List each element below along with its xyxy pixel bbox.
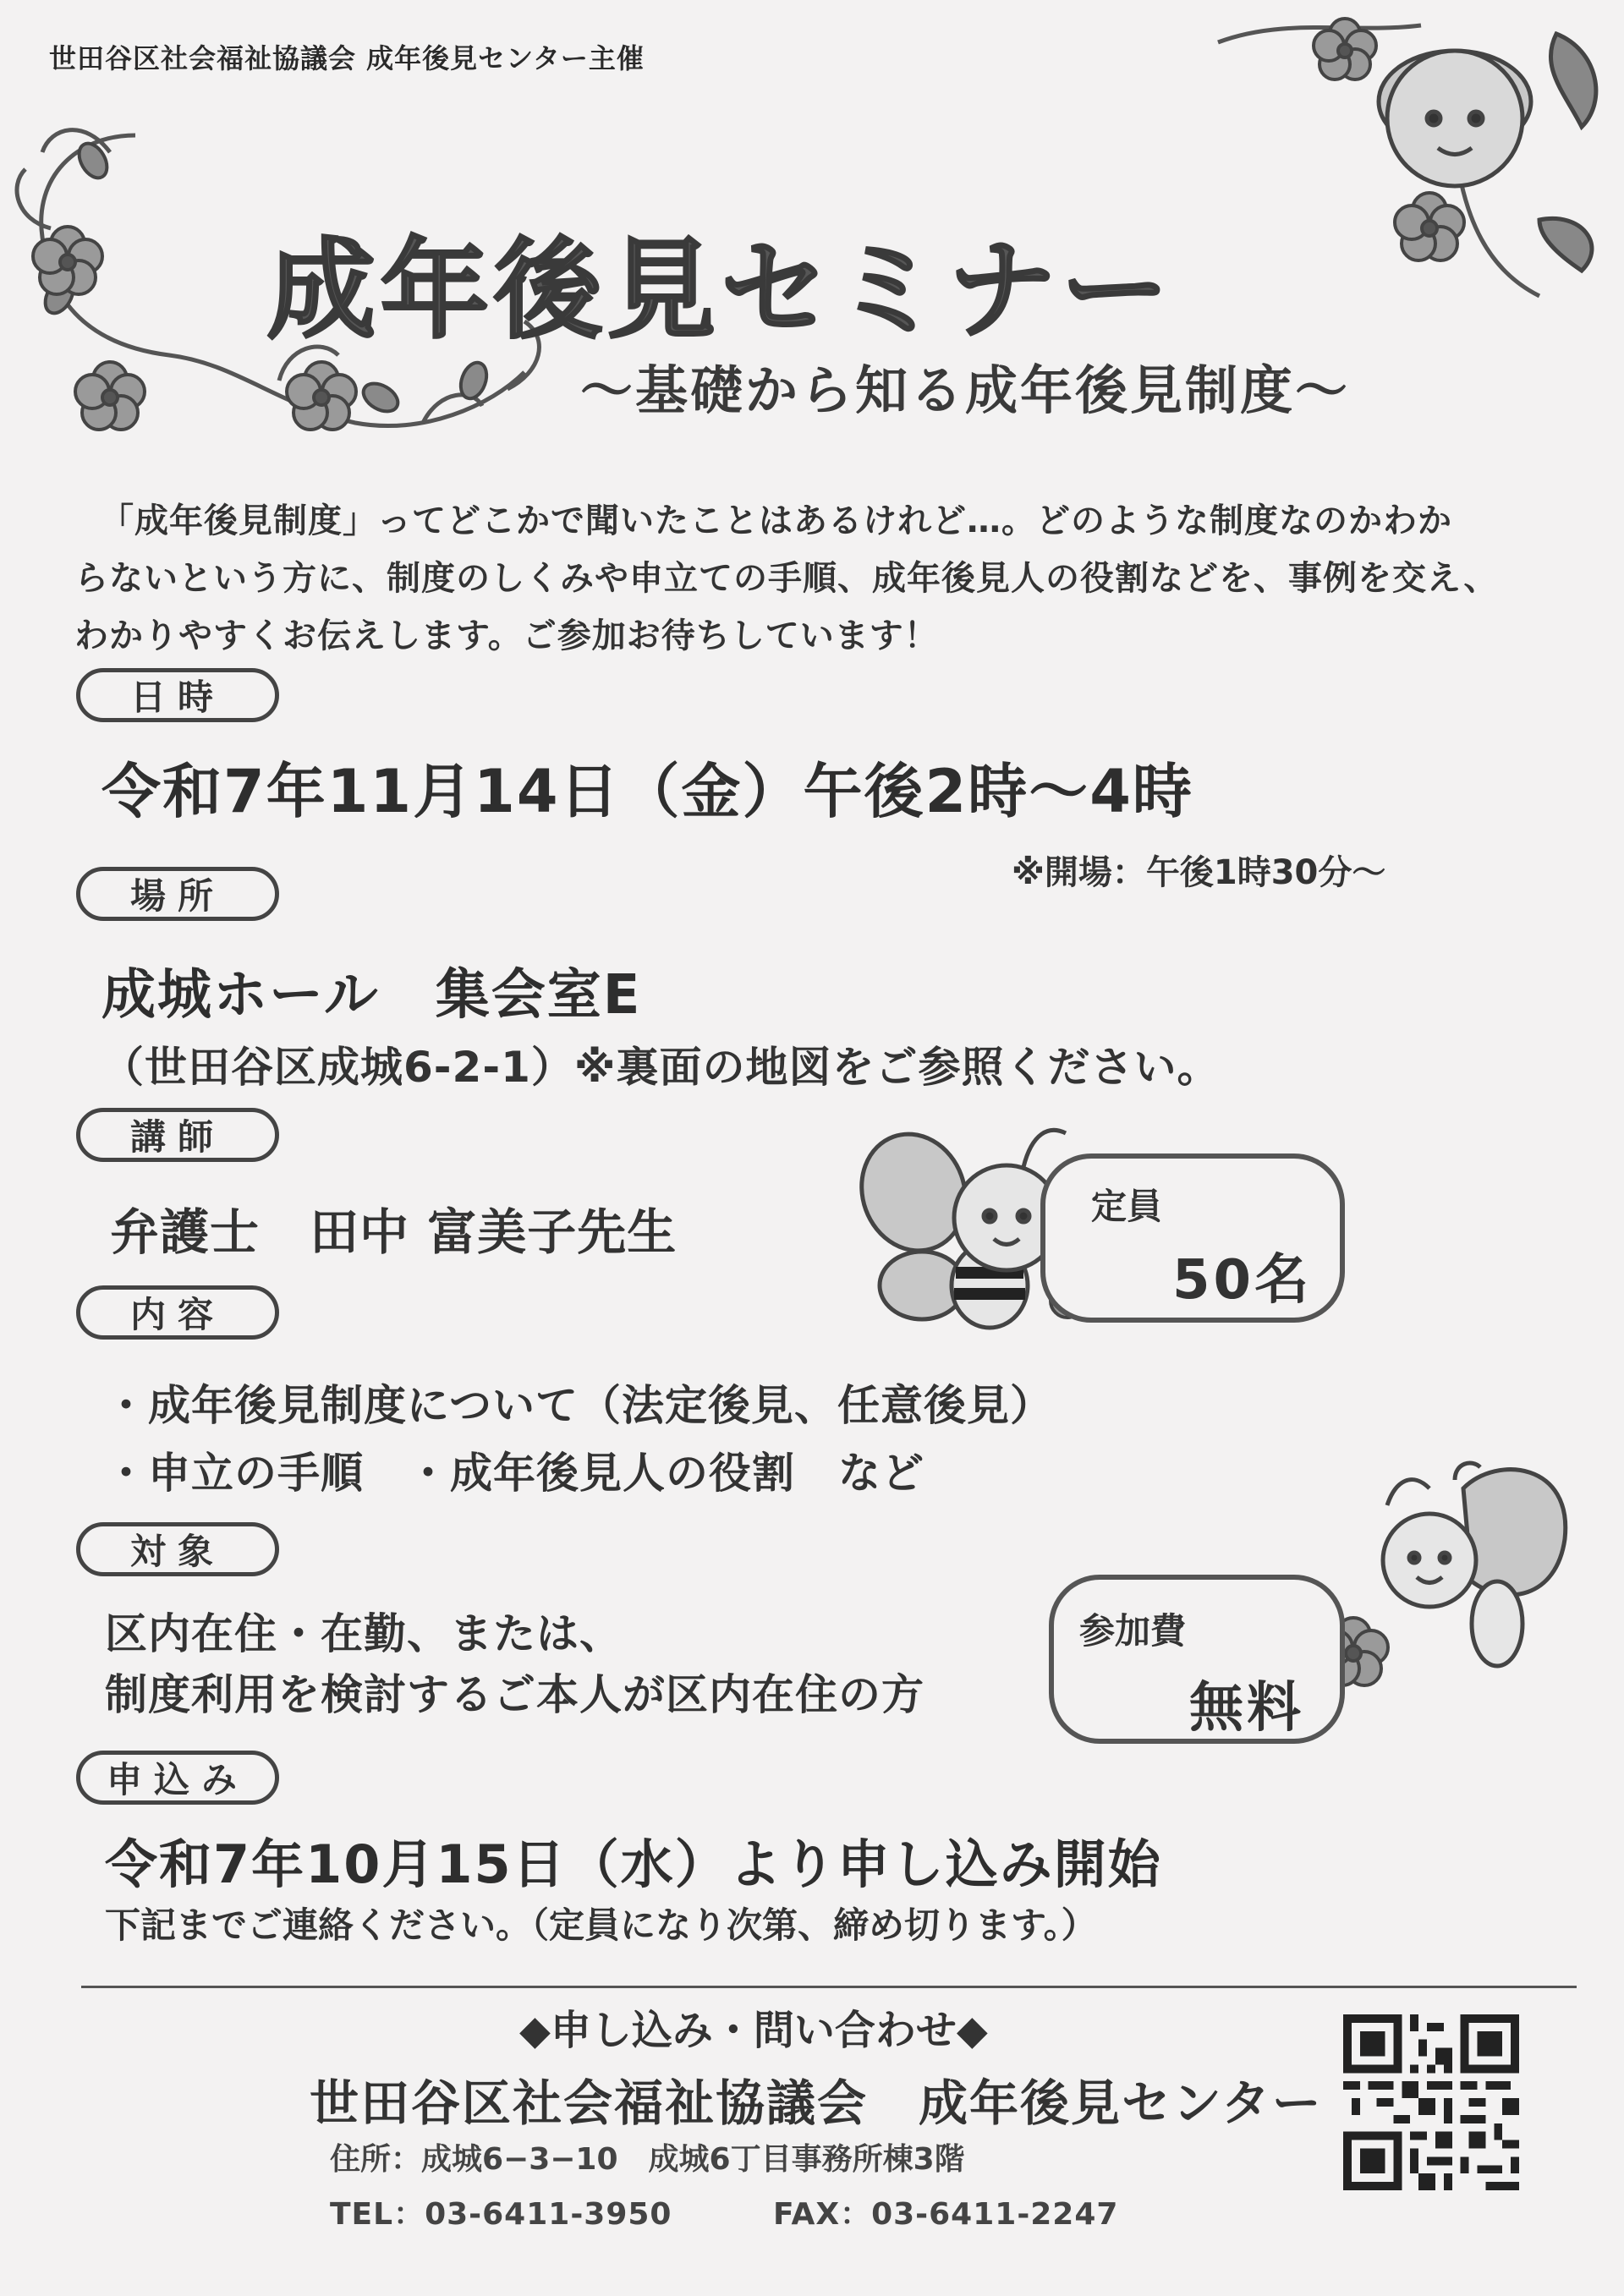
target-line: 区内在住・在勤、または、 [105,1609,623,1658]
capacity-label: 定員 [1091,1186,1163,1227]
butterfly-mascot-icon [1303,1455,1590,1708]
intro-line: 「成年後見制度」ってどこかで聞いたことはあるけれど…。どのような制度なのかわか [100,501,1452,540]
qr-code-icon [1343,2014,1519,2190]
fee-badge [1049,1575,1345,1744]
intro-line: わかりやすくお伝えします。ご参加お待ちしています！ [74,616,939,655]
capacity-badge [1040,1153,1345,1323]
application-start: 令和7年10月15日（水）より申し込み開始 [105,1833,1162,1895]
content-item: ・申立の手順 ・成年後見人の役割 など [105,1449,924,1498]
divider [81,1986,1577,1988]
section-label-target: 対象 [76,1522,279,1576]
contact-fax: FAX：03-6411-2247 [773,2197,1119,2232]
doors-open-note: ※開場：午後1時30分〜 [1012,853,1386,892]
venue-address: （世田谷区成城6-2-1）※裏面の地図をご参照ください。 [102,1043,1221,1092]
contact-heading: ◆申し込み・問い合わせ◆ [519,2007,988,2054]
page-title: 成年後見セミナー [267,227,1175,353]
section-label-application: 申込み [76,1751,279,1805]
section-label-lecturer: 講師 [76,1108,279,1162]
target-line: 制度利用を検討するご本人が区内在住の方 [105,1670,924,1719]
venue-name: 成城ホール 集会室E [102,964,642,1027]
fee-value: 無料 [1189,1677,1304,1740]
lecturer-name: 弁護士 田中 富美子先生 [110,1203,678,1261]
intro-line: らないという方に、制度のしくみや申立ての手順、成年後見人の役割などを、事例を交え、 [74,559,1499,598]
flower-vine-right-icon [1184,0,1624,321]
content-item: ・成年後見制度について（法定後見、任意後見） [105,1381,1053,1430]
page-subtitle: 〜基礎から知る成年後見制度〜 [580,359,1351,421]
application-note: 下記までご連絡ください。（定員になり次第、締め切ります。） [105,1904,1097,1946]
fee-label: 参加費 [1079,1610,1187,1652]
contact-tel: TEL：03-6411-3950 [330,2197,672,2232]
organizer-label: 世田谷区社会福祉協議会 成年後見センター主催 [49,42,645,74]
contact-address: 住所：成城6−3−10 成城6丁目事務所棟3階 [330,2142,965,2177]
intro-text [74,492,1555,665]
section-label-venue: 場所 [76,867,279,921]
capacity-value: 50名 [1172,1249,1313,1312]
event-datetime: 令和7年11月14日（金）午後2時〜4時 [102,757,1193,826]
contact-organization: 世田谷区社会福祉協議会 成年後見センター [310,2074,1323,2132]
section-label-content: 内容 [76,1285,279,1340]
section-label-datetime: 日時 [76,668,279,722]
